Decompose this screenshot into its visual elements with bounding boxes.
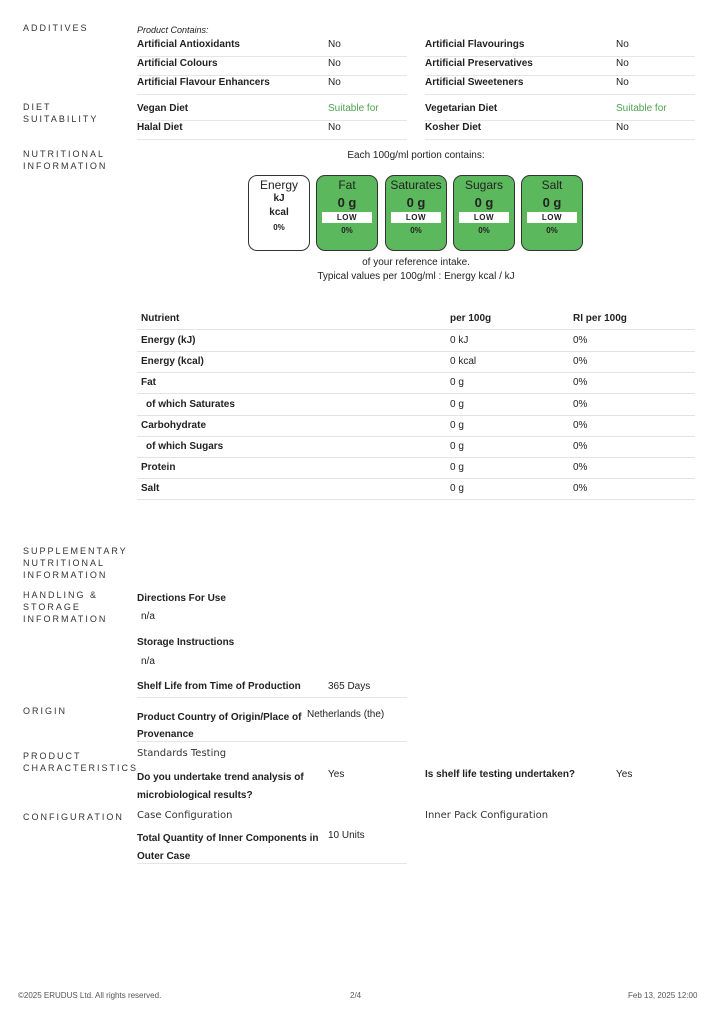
- origin-label-line-1: Product Country of Origin/Place of: [137, 712, 302, 723]
- shelf-testing-question: Is shelf life testing undertaken?: [425, 769, 576, 780]
- shelf-testing-answer: Yes: [616, 769, 633, 780]
- typical-values-text: Typical values per 100g/ml : Energy kcal / kJ: [317, 271, 515, 282]
- footer-date: Feb 13, 2025 12:00: [628, 991, 698, 1000]
- standards-testing-heading: Standards Testing: [137, 748, 227, 759]
- section-label-origin: ORIGIN: [23, 706, 68, 716]
- section-label-additives: ADDITIVES: [23, 23, 89, 33]
- additive-row: Artificial Flavourings No: [425, 37, 695, 57]
- origin-label-line-2: Provenance: [137, 729, 194, 740]
- trend-answer: Yes: [328, 769, 345, 780]
- total-quantity-label-line-1: Total Quantity of Inner Components in: [137, 833, 319, 844]
- table-row: Fat 0 g 0%: [137, 372, 695, 394]
- additive-row: Artificial Colours No: [137, 56, 407, 76]
- case-configuration-heading: Case Configuration: [137, 810, 233, 821]
- table-row: of which Sugars 0 g 0%: [137, 436, 695, 458]
- diet-row: Halal Diet No: [137, 120, 407, 140]
- additive-row: Artificial Antioxidants No: [137, 37, 407, 57]
- reference-intake-text: of your reference intake.: [362, 257, 470, 268]
- energy-badge: Energy kJ kcal 0%: [248, 175, 310, 251]
- additive-row: Artificial Flavour Enhancers No: [137, 75, 407, 95]
- section-label-configuration: CONFIGURATION: [23, 812, 124, 822]
- diet-row: Kosher Diet No: [425, 120, 695, 140]
- origin-value: Netherlands (the): [307, 709, 385, 720]
- section-label-supplementary: SUPPLEMENTARY NUTRITIONAL INFORMATION: [23, 546, 128, 580]
- nutrition-table-header: Nutrient per 100g RI per 100g: [137, 308, 695, 330]
- table-row: of which Saturates 0 g 0%: [137, 394, 695, 416]
- footer-copyright: ©2025 ERUDUS Ltd. All rights reserved.: [18, 991, 162, 1000]
- shelf-testing-row: [425, 766, 695, 786]
- additive-row: Artificial Sweeteners No: [425, 75, 695, 95]
- total-quantity-value: 10 Units: [328, 830, 365, 841]
- section-label-diet: DIET SUITABILITY: [23, 102, 99, 124]
- table-row: Protein 0 g 0%: [137, 457, 695, 479]
- diet-row: Vegan Diet Suitable for: [137, 101, 407, 121]
- directions-label: Directions For Use: [137, 593, 226, 604]
- section-label-nutritional: NUTRITIONAL INFORMATION: [23, 149, 108, 171]
- directions-value: n/a: [141, 611, 155, 622]
- additives-intro: Product Contains:: [137, 25, 209, 35]
- saturates-badge: Saturates 0 g LOW 0%: [385, 175, 447, 251]
- diet-row: Vegetarian Diet Suitable for: [425, 101, 695, 121]
- section-label-product: PRODUCT CHARACTERISTICS: [23, 751, 139, 773]
- total-quantity-label-line-2: Outer Case: [137, 851, 191, 862]
- portion-text: Each 100g/ml portion contains:: [347, 150, 485, 161]
- storage-value: n/a: [141, 656, 155, 667]
- table-row: Salt 0 g 0%: [137, 478, 695, 500]
- origin-row: [137, 706, 407, 742]
- fat-badge: Fat 0 g LOW 0%: [316, 175, 378, 251]
- additive-row: Artificial Preservatives No: [425, 56, 695, 76]
- trend-question-line-1: Do you undertake trend analysis of: [137, 772, 304, 783]
- table-row: Energy (kJ) 0 kJ 0%: [137, 330, 695, 352]
- footer-page-number: 2/4: [350, 991, 362, 1000]
- table-row: Carbohydrate 0 g 0%: [137, 415, 695, 437]
- trend-question-line-2: microbiological results?: [137, 790, 253, 801]
- table-row: Energy (kcal) 0 kcal 0%: [137, 351, 695, 373]
- trend-analysis-row: [137, 766, 407, 802]
- total-quantity-row: [137, 827, 407, 864]
- shelf-life-row: Shelf Life from Time of Production 365 Days: [137, 679, 407, 698]
- sugars-badge: Sugars 0 g LOW 0%: [453, 175, 515, 251]
- section-label-handling: HANDLING & STORAGE INFORMATION: [23, 590, 108, 624]
- inner-pack-configuration-heading: Inner Pack Configuration: [425, 810, 549, 821]
- salt-badge: Salt 0 g LOW 0%: [521, 175, 583, 251]
- storage-label: Storage Instructions: [137, 637, 235, 648]
